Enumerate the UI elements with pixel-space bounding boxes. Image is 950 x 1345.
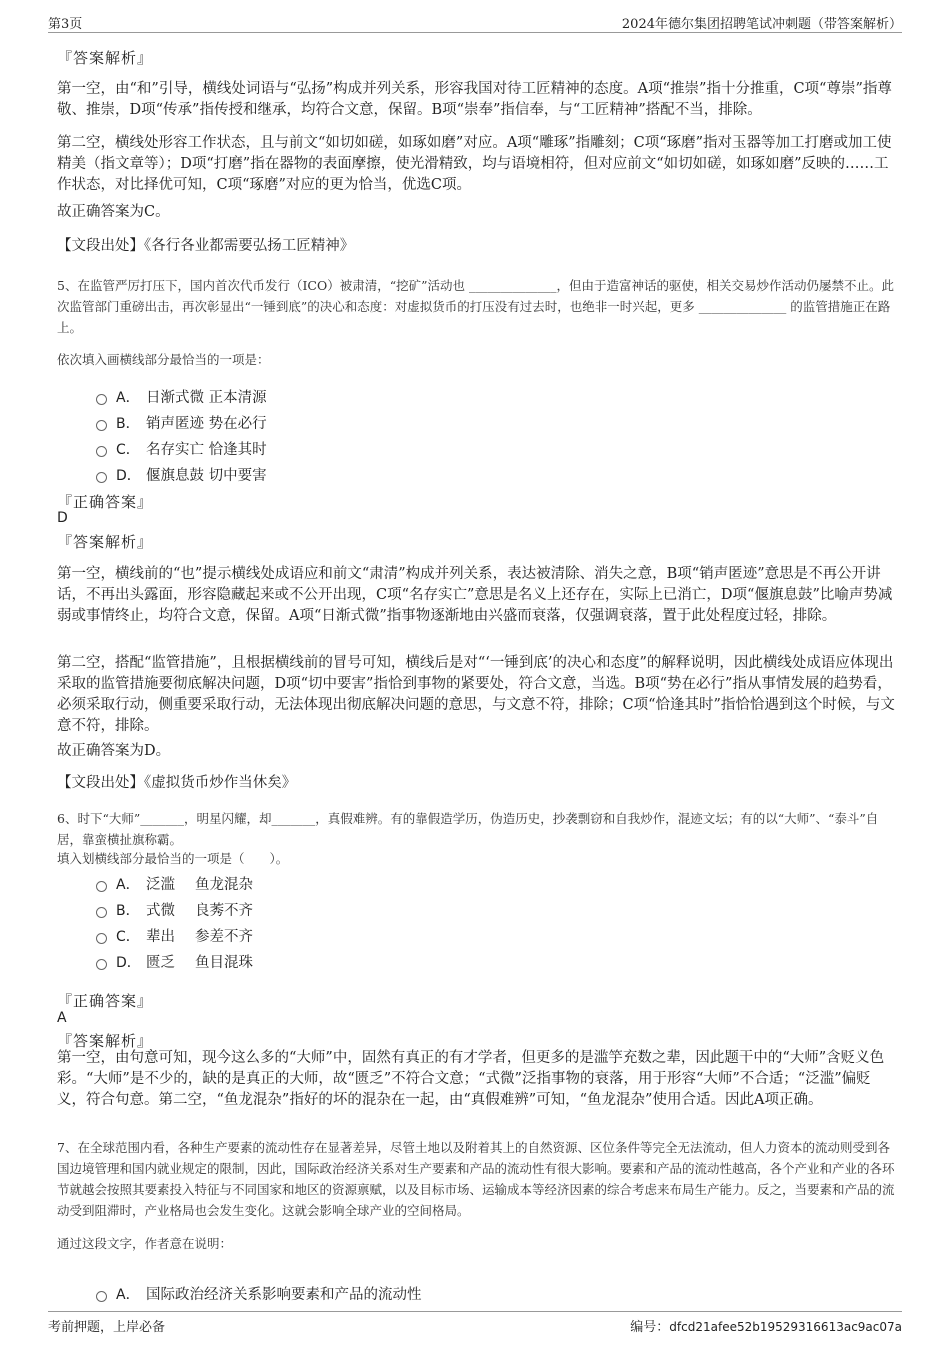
q4-conclusion: 故正确答案为C。 — [57, 204, 170, 220]
q6-answer: A — [57, 1010, 67, 1026]
radio-icon[interactable] — [96, 472, 107, 483]
radio-icon[interactable] — [96, 446, 107, 457]
q5-option-a[interactable]: A． 日渐式微 正本清源 — [96, 386, 267, 406]
q5-prompt: 依次填入画横线部分最恰当的一项是： — [57, 352, 270, 367]
q4-source: 【文段出处】《各行各业都需要弘扬工匠精神》 — [57, 238, 355, 254]
page-footer — [48, 1311, 902, 1336]
q6-option-b[interactable]: B． 式微 良莠不齐 — [96, 899, 253, 919]
q5-stem: 5、在监管严厉打压下，国内首次代币发行（ICO）被肃清，“挖矿”活动也 ______________，但由于造富神话的驱使，相关交易炒作活动仍屡禁不止。此次监管部门重磅出击，再次彰显出“一锤到底”的决心和态度：对虚拟货币的打压没有过去时，也绝非一时兴起，更多 ______________ 的监管措施正在路上。 — [57, 278, 894, 335]
document-title: 2024年德尔集团招聘笔试冲刺题（带答案解析） — [621, 17, 902, 32]
q5-analysis-p1: 第一空，横线前的“也”提示横线处成语应和前文“肃清”构成并列关系，表达被清除、消失之意，B项“销声匿迹”意思是不再公开讲话，不再出头露面，形容隐藏起来或不公开出现，C项“名存实亡”意思是名义上还存在，实际上已消亡，D项“偃旗息鼓”比喻声势减弱或事情终止，均符合文意，保留。A项“日渐式微”指事物逐渐地由兴盛而衰落，仅强调衰落，置于此处程度过轻，排除。 — [57, 566, 893, 624]
q5-conclusion: 故正确答案为D。 — [57, 743, 171, 759]
q6-option-d[interactable]: D． 匮乏 鱼目混珠 — [96, 951, 253, 971]
q5-answer-label: 『正确答案』 — [57, 493, 154, 511]
q5-answer: D — [57, 510, 68, 526]
q4-analysis-p2: 第二空，横线处形容工作状态，且与前文“如切如磋，如琢如磨”对应。A项“雕琢”指雕刻；C项“琢磨”指对玉器等加工打磨或加工使精美（指文章等）；D项“打磨”指在器物的表面摩擦，使光滑精致，均与语境相符，但对应前文“如切如磋，如琢如磨”反映的……工作状态，对比择优可知，C项“琢磨”对应的更为恰当，优选C项。 — [57, 135, 892, 193]
q6-option-a[interactable]: A． 泛滥 鱼龙混杂 — [96, 873, 253, 893]
radio-icon[interactable] — [96, 933, 107, 944]
radio-icon[interactable] — [96, 394, 107, 405]
q5-option-b[interactable]: B． 销声匿迹 势在必行 — [96, 412, 267, 432]
q7-option-a[interactable]: A． 国际政治经济关系影响要素和产品的流动性 — [96, 1283, 422, 1303]
radio-icon[interactable] — [96, 907, 107, 918]
page-number: 第3页 — [48, 17, 83, 32]
q5-analysis-p2: 第二空，搭配“监管措施”，且根据横线前的冒号可知，横线后是对“‘一锤到底’的决心和态度”的解释说明，因此横线处成语应体现出采取的监管措施要彻底解决问题，D项“切中要害”指恰到事物的紧要处，符合文意，当选。B项“势在必行”指从事情发展的趋势看，必须采取行动，侧重要采取行动，无法体现出彻底解决问题的意思，与文意不符，排除；C项“恰逢其时”指恰恰遇到这个时候，与文意不符，排除。 — [57, 655, 895, 734]
q4-analysis-p1: 第一空，由“和”引导，横线处词语与“弘扬”构成并列关系，形容我国对待工匠精神的态度。A项“推崇”指十分推重，C项“尊崇”指尊敬、推崇，D项“传承”指传授和继承，均符合文意，保留。B项“崇奉”指信奉，与“工匠精神”搭配不当，排除。 — [57, 81, 892, 118]
q5-analysis-label: 『答案解析』 — [57, 533, 154, 551]
footer-slogan: 考前押题，上岸必备 — [48, 1320, 166, 1335]
page-header — [48, 10, 902, 33]
code-value: dfcd21afee52b19529316613ac9ac07a — [669, 1320, 902, 1334]
q7-stem: 7、在全球范围内看，各种生产要素的流动性存在显著差异，尽管土地以及附着其上的自然资源、区位条件等完全无法流动，但人力资本的流动则受到各国边境管理和国内就业规定的限制，因此，国际政治经济关系对生产要素和产品的流动性有很大影响。要素和产品的流动性越高，各个产业和产业的各环节就越会按照其要素投入特征与不同国家和地区的资源禀赋，以及目标市场、运输成本等经济因素的综合考虑来布局生产能力。反之，当要素和产品的流动受到阻滞时，产业格局也会发生变化。这就会影响全球产业的空间格局。 — [57, 1140, 895, 1218]
q5-source: 【文段出处】《虚拟货币炒作当休矣》 — [57, 775, 297, 791]
document-code — [630, 1316, 902, 1335]
radio-icon[interactable] — [96, 881, 107, 892]
q5-option-c[interactable]: C． 名存实亡 恰逢其时 — [96, 438, 267, 458]
q5-option-d[interactable]: D． 偃旗息鼓 切中要害 — [96, 464, 267, 484]
q6-analysis-label: 『答案解析』 — [57, 1032, 154, 1050]
q6-analysis: 第一空，由句意可知，现今这么多的“大师”中，固然有真正的有才学者，但更多的是滥竽充数之辈，因此题干中的“大师”含贬义色彩。“大师”是不少的，缺的是真正的大师，故“匮乏”不符合文意；“式微”泛指事物的衰落，用于形容“大师”不合适；“泛滥”偏贬义，符合句意。第二空，“鱼龙混杂”指好的坏的混杂在一起，由“真假难辨”可知，“鱼龙混杂”使用合适。因此A项正确。 — [57, 1050, 885, 1108]
code-label: 编号： — [630, 1320, 670, 1335]
radio-icon[interactable] — [96, 959, 107, 970]
q6-stem: 6、时下“大师”_______，明星闪耀，却_______，真假难辨。有的靠假造学历，伪造历史，抄袭剽窃和自我炒作，混迹文坛；有的以“大师”、“泰斗”自居，靠蛮横扯旗称霸。 — [57, 811, 879, 847]
q4-analysis-label: 『答案解析』 — [57, 49, 154, 67]
q6-option-c[interactable]: C． 辈出 参差不齐 — [96, 925, 253, 945]
q7-prompt: 通过这段文字，作者意在说明： — [57, 1236, 233, 1251]
radio-icon[interactable] — [96, 420, 107, 431]
radio-icon[interactable] — [96, 1291, 107, 1302]
q6-prompt: 填入划横线部分最恰当的一项是（ ）。 — [57, 851, 289, 866]
q6-answer-label: 『正确答案』 — [57, 992, 154, 1010]
